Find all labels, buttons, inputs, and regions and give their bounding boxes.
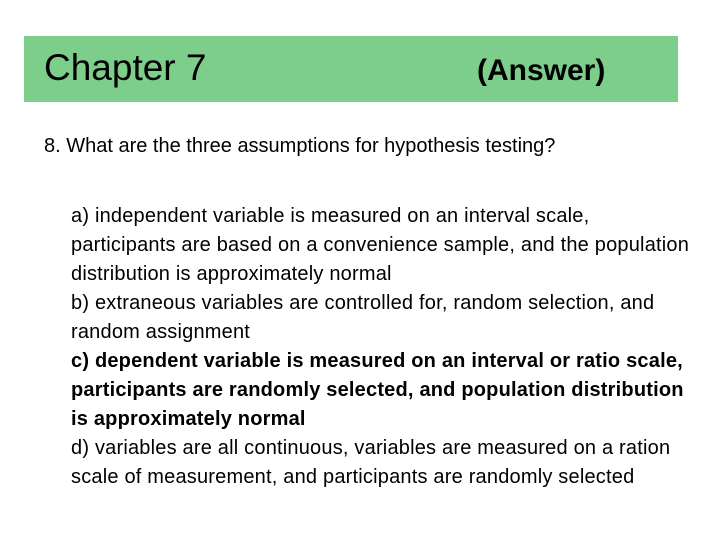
- answer-options: [71, 202, 696, 492]
- option-d: d) variables are all continuous, variables are measured on a ration scale of measurement, and participants are randomly selected: [71, 437, 671, 488]
- option-c-correct: c) dependent variable is measured on an interval or ratio scale, participants are randomly selected, and population distribution is approximately normal: [71, 350, 684, 430]
- question-text: 8. What are the three assumptions for hypothesis testing?: [44, 135, 556, 157]
- option-b: b) extraneous variables are controlled for, random selection, and random assignment: [71, 292, 655, 343]
- option-a: a) independent variable is measured on an interval scale, participants are based on a convenience sample, and the population distribution is approximately normal: [71, 205, 690, 285]
- answer-tag: (Answer): [477, 54, 606, 87]
- chapter-title: Chapter 7: [44, 47, 207, 88]
- header-banner: [24, 36, 678, 102]
